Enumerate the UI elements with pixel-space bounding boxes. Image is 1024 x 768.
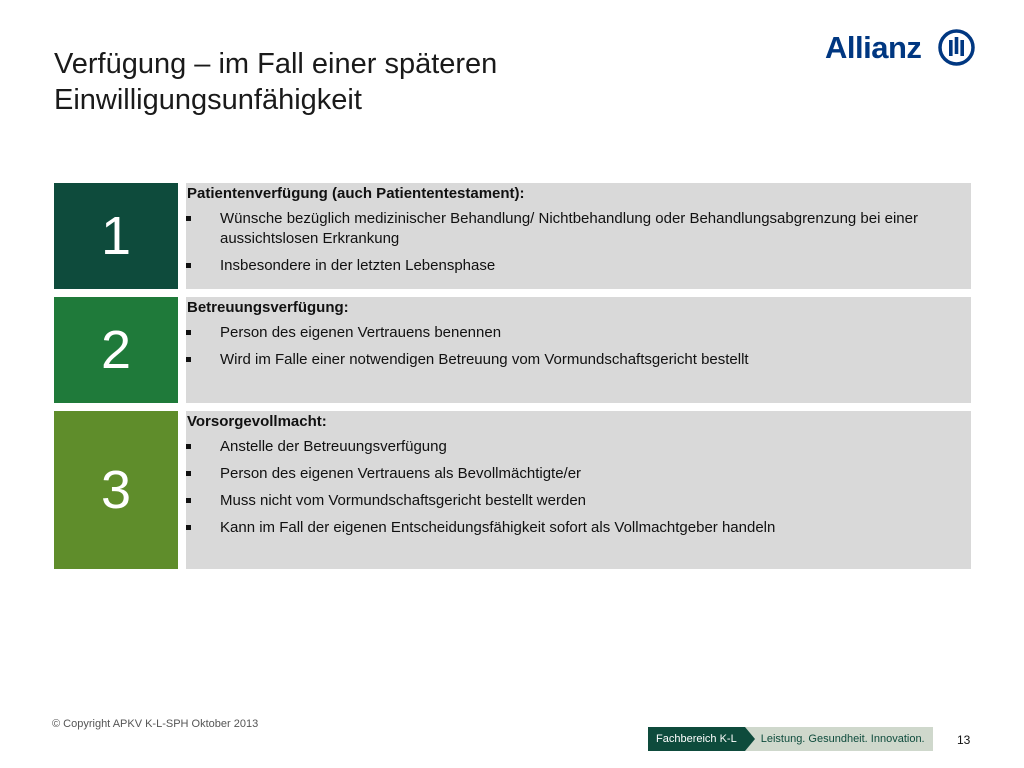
section-heading: Betreuungsverfügung:	[187, 299, 349, 316]
allianz-eagle-icon	[938, 29, 975, 66]
list-item	[186, 350, 971, 370]
list-item-text: Insbesondere in der letzten Lebensphase	[220, 257, 496, 274]
list-item-text: Wird im Falle einer notwendigen Betreuung vom Vormundschaftsgericht bestellt	[220, 351, 749, 368]
section-patientenverfuegung	[54, 183, 971, 289]
slide-title-line-2: Einwilligungsunfähigkeit	[54, 84, 362, 116]
copyright-text: © Copyright APKV K-L-SPH Oktober 2013	[52, 718, 259, 730]
section-betreuungsverfuegung	[54, 297, 971, 403]
section-heading: Vorsorgevollmacht:	[187, 413, 327, 430]
slide-title-line-1: Verfügung – im Fall einer späteren	[54, 48, 498, 80]
list-item	[186, 518, 971, 538]
list-item	[186, 256, 971, 276]
square-bullet-icon	[186, 216, 191, 221]
section-number: 1	[100, 206, 132, 266]
logo-text: Allianz	[825, 30, 922, 65]
bullet-list	[186, 323, 971, 370]
square-bullet-icon	[186, 263, 191, 268]
section-number-box	[54, 183, 178, 289]
section-number-box	[54, 411, 178, 569]
slide-title	[54, 46, 754, 118]
section-vorsorgevollmacht	[54, 411, 971, 569]
section-content	[186, 183, 971, 289]
bullet-list	[186, 437, 971, 538]
footer-department: Fachbereich K-L	[648, 727, 745, 751]
section-content	[186, 411, 971, 569]
section-number: 2	[100, 320, 132, 380]
square-bullet-icon	[186, 498, 191, 503]
square-bullet-icon	[186, 471, 191, 476]
footer-slogan: Leistung. Gesundheit. Innovation.	[755, 727, 933, 751]
list-item	[186, 323, 971, 343]
footer-arrow-icon	[745, 727, 755, 751]
list-item-text: Person des eigenen Vertrauens als Bevollmächtigte/er	[220, 465, 582, 482]
section-number-box	[54, 297, 178, 403]
allianz-logo	[825, 28, 975, 68]
bullet-list	[186, 209, 971, 276]
square-bullet-icon	[186, 525, 191, 530]
list-item-text: Person des eigenen Vertrauens benennen	[220, 324, 502, 341]
list-item	[186, 491, 971, 511]
square-bullet-icon	[186, 330, 191, 335]
section-content	[186, 297, 971, 403]
list-item-text: Wünsche bezüglich medizinischer Behandlung/ Nichtbehandlung oder Behandlungsabgrenzung bei einer aussichtslosen Erkrankung	[220, 210, 918, 247]
list-item	[186, 209, 971, 249]
square-bullet-icon	[186, 357, 191, 362]
list-item-text: Anstelle der Betreuungsverfügung	[220, 438, 447, 455]
list-item	[186, 464, 971, 484]
square-bullet-icon	[186, 444, 191, 449]
list-item	[186, 437, 971, 457]
list-item-text: Kann im Fall der eigenen Entscheidungsfähigkeit sofort als Vollmachtgeber handeln	[220, 519, 776, 536]
section-heading: Patientenverfügung (auch Patiententestament):	[187, 185, 525, 202]
page-number: 13	[957, 733, 971, 747]
section-number: 3	[100, 460, 132, 520]
list-item-text: Muss nicht vom Vormundschaftsgericht bestellt werden	[220, 492, 586, 509]
footer-banner	[648, 727, 933, 751]
